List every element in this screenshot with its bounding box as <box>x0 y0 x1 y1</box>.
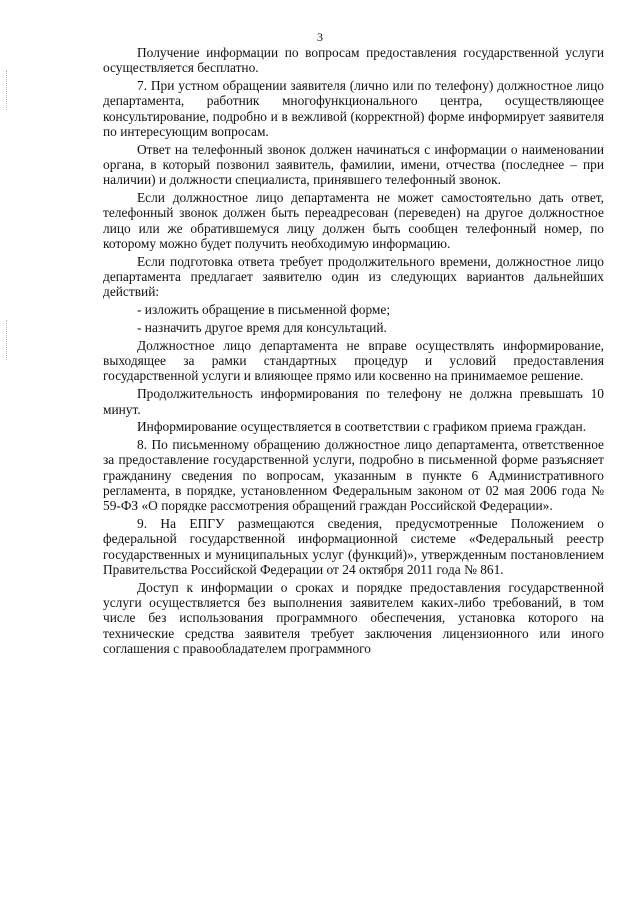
paragraph-schedule: Информирование осуществляется в соответствии с графиком приема граждан. <box>137 419 587 435</box>
paragraph-not-entitled: Должностное лицо департамента не вправе осуществлять информирование, выходящее за рамки стандартных процедур и условий предоставления государственной услуги и влияющее прямо или косвенно на принимаемое решение. <box>103 337 604 384</box>
paragraph-long-preparation: Если подготовка ответа требует продолжительного времени, должностное лицо департамента предлагает заявителю один из следующих вариантов дальнейших действий: <box>103 253 604 300</box>
paragraph-item-8: 8. По письменному обращению должностное лицо департамента, ответственное за предоставление государственной услуги, подробно в письменной форме разъясняет гражданину сведения по вопросам, указанным в пункте 6 Административного регламента, в порядке, установленном Федеральным законом от 02 мая 2006 года № 59-ФЗ «О порядке рассмотрения обращений граждан Российской Федерации». <box>103 437 604 514</box>
paragraph-phone-answer: Ответ на телефонный звонок должен начинаться с информации о наименовании органа, в который позвонил заявитель, фамилии, имени, отчества (последнее – при наличии) и должности специалиста, принявшего телефонный звонок. <box>103 141 604 188</box>
margin-mark-middle <box>6 320 8 360</box>
paragraph-duration: Продолжительность информирования по телефону не должна превышать 10 минут. <box>103 386 604 417</box>
list-item-written-form: - изложить обращение в письменной форме; <box>137 302 391 318</box>
list-item-other-time: - назначить другое время для консультаций. <box>137 320 387 336</box>
page-number: 3 <box>317 30 323 44</box>
paragraph-item-9: 9. На ЕПГУ размещаются сведения, предусмотренные Положением о федеральной государственной информационной системе «Федеральный реестр государственных и муниципальных услуг (функций)», утвержденным постановлением Правительства Российской Федерации от 24 октября 2011 года № 861. <box>103 516 604 577</box>
margin-mark-top <box>6 70 8 110</box>
paragraph-free-info: Получение информации по вопросам предоставления государственной услуги осуществляется бесплатно. <box>103 45 604 76</box>
paragraph-call-redirect: Если должностное лицо департамента не может самостоятельно дать ответ, телефонный звонок должен быть переадресован (переведен) на другое должностное лицо или же обратившемуся лицу должен быть сообщен телефонный номер, по которому можно будет получить необходимую информацию. <box>103 190 604 252</box>
paragraph-access: Доступ к информации о сроках и порядке предоставления государственной услуги осуществляется без выполнения заявителем каких-либо требований, в том числе без использования программного обеспечения, установка которого на технические средства заявителя требует заключения лицензионного или иного соглашения с правообладателем программного <box>103 579 604 656</box>
paragraph-item-7: 7. При устном обращении заявителя (лично или по телефону) должностное лицо департамента, работник многофункционального центра, осуществляющее консультирование, подробно и в вежливой (корректной) форме информирует заявителя по интересующим вопросам. <box>103 78 604 139</box>
document-body <box>103 45 604 659</box>
